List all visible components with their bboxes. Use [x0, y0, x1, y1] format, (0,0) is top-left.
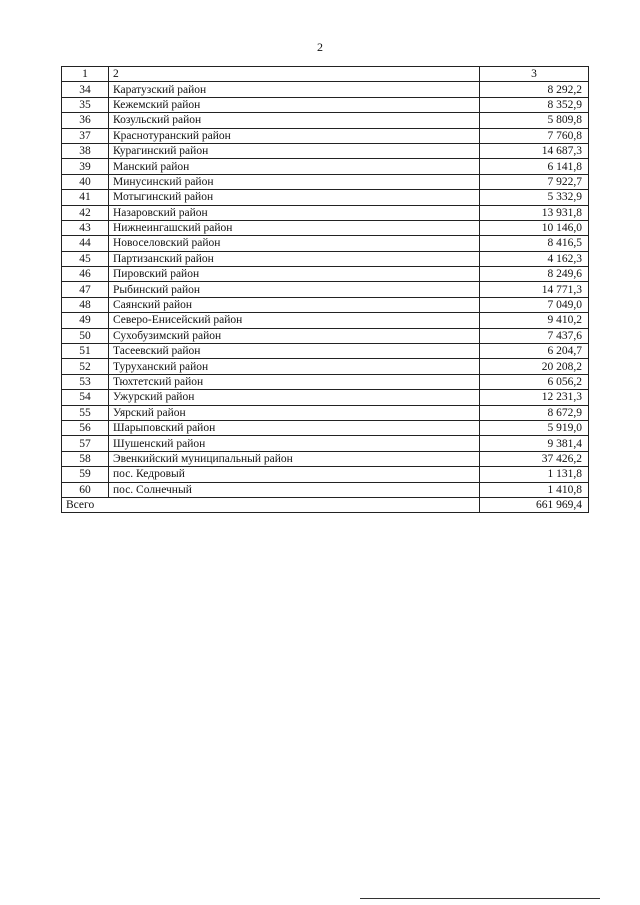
- row-number-cell: 55: [62, 405, 109, 420]
- district-name-cell: Каратузский район: [109, 82, 480, 97]
- amount-cell: 6 141,8: [480, 159, 589, 174]
- district-name-cell: Пировский район: [109, 267, 480, 282]
- amount-cell: 1 410,8: [480, 482, 589, 497]
- table-row: [62, 128, 589, 143]
- table-row: [62, 359, 589, 374]
- row-number-cell: 34: [62, 82, 109, 97]
- table-row: [62, 97, 589, 112]
- amount-cell: 10 146,0: [480, 220, 589, 235]
- table-row: [62, 267, 589, 282]
- amount-cell: 7 922,7: [480, 174, 589, 189]
- table-row: [62, 190, 589, 205]
- table-row: [62, 236, 589, 251]
- table-row: [62, 451, 589, 466]
- row-number-cell: 50: [62, 328, 109, 343]
- row-number-cell: 49: [62, 313, 109, 328]
- district-name-cell: Минусинский район: [109, 174, 480, 189]
- district-name-cell: Козульский район: [109, 113, 480, 128]
- amount-cell: 7 049,0: [480, 297, 589, 312]
- table-footer: [62, 497, 589, 512]
- district-name-cell: Шарыповский район: [109, 420, 480, 435]
- table-row: [62, 251, 589, 266]
- total-value: 661 969,4: [480, 497, 589, 512]
- total-row: [62, 497, 589, 512]
- table-row: [62, 159, 589, 174]
- amount-cell: 5 919,0: [480, 420, 589, 435]
- district-name-cell: Северо-Енисейский район: [109, 313, 480, 328]
- table-row: [62, 390, 589, 405]
- district-name-cell: Тюхтетский район: [109, 374, 480, 389]
- table-row: [62, 282, 589, 297]
- table-row: [62, 436, 589, 451]
- district-name-cell: пос. Солнечный: [109, 482, 480, 497]
- district-name-cell: Шушенский район: [109, 436, 480, 451]
- header-row: [62, 67, 589, 82]
- amount-cell: 8 249,6: [480, 267, 589, 282]
- row-number-cell: 51: [62, 344, 109, 359]
- amount-cell: 1 131,8: [480, 467, 589, 482]
- table-row: [62, 328, 589, 343]
- row-number-cell: 60: [62, 482, 109, 497]
- footer-rule: [360, 898, 600, 899]
- row-number-cell: 36: [62, 113, 109, 128]
- column-header-3: 3: [480, 67, 589, 82]
- district-name-cell: Партизанский район: [109, 251, 480, 266]
- amount-cell: 7 760,8: [480, 128, 589, 143]
- district-name-cell: Сухобузимский район: [109, 328, 480, 343]
- amount-cell: 9 381,4: [480, 436, 589, 451]
- row-number-cell: 58: [62, 451, 109, 466]
- table-row: [62, 405, 589, 420]
- amount-cell: 7 437,6: [480, 328, 589, 343]
- amount-cell: 14 771,3: [480, 282, 589, 297]
- amount-cell: 13 931,8: [480, 205, 589, 220]
- row-number-cell: 40: [62, 174, 109, 189]
- table-row: [62, 143, 589, 158]
- district-name-cell: Мотыгинский район: [109, 190, 480, 205]
- district-name-cell: Нижнеингашский район: [109, 220, 480, 235]
- amount-cell: 14 687,3: [480, 143, 589, 158]
- row-number-cell: 47: [62, 282, 109, 297]
- district-name-cell: Кежемский район: [109, 97, 480, 112]
- table-row: [62, 220, 589, 235]
- row-number-cell: 52: [62, 359, 109, 374]
- row-number-cell: 45: [62, 251, 109, 266]
- district-name-cell: Краснотуранский район: [109, 128, 480, 143]
- table-row: [62, 113, 589, 128]
- row-number-cell: 42: [62, 205, 109, 220]
- amount-cell: 8 352,9: [480, 97, 589, 112]
- total-label: Всего: [62, 497, 480, 512]
- row-number-cell: 54: [62, 390, 109, 405]
- page-number: 2: [317, 40, 323, 54]
- amount-cell: 12 231,3: [480, 390, 589, 405]
- table-row: [62, 205, 589, 220]
- district-name-cell: Уярский район: [109, 405, 480, 420]
- table-row: [62, 374, 589, 389]
- row-number-cell: 37: [62, 128, 109, 143]
- district-name-cell: Курагинский район: [109, 143, 480, 158]
- row-number-cell: 39: [62, 159, 109, 174]
- row-number-cell: 53: [62, 374, 109, 389]
- amount-cell: 8 416,5: [480, 236, 589, 251]
- table-header: [62, 67, 589, 82]
- amount-cell: 5 332,9: [480, 190, 589, 205]
- amount-cell: 6 056,2: [480, 374, 589, 389]
- table-row: [62, 82, 589, 97]
- table-row: [62, 467, 589, 482]
- table-row: [62, 297, 589, 312]
- amount-cell: 5 809,8: [480, 113, 589, 128]
- amount-cell: 9 410,2: [480, 313, 589, 328]
- row-number-cell: 35: [62, 97, 109, 112]
- table-row: [62, 174, 589, 189]
- table-body: [62, 82, 589, 498]
- district-name-cell: Саянский район: [109, 297, 480, 312]
- table-row: [62, 482, 589, 497]
- district-name-cell: Манский район: [109, 159, 480, 174]
- row-number-cell: 57: [62, 436, 109, 451]
- amount-cell: 4 162,3: [480, 251, 589, 266]
- district-name-cell: Новоселовский район: [109, 236, 480, 251]
- row-number-cell: 46: [62, 267, 109, 282]
- district-name-cell: Тасеевский район: [109, 344, 480, 359]
- district-name-cell: Назаровский район: [109, 205, 480, 220]
- column-header-1: 1: [62, 67, 109, 82]
- row-number-cell: 43: [62, 220, 109, 235]
- row-number-cell: 48: [62, 297, 109, 312]
- column-header-2: 2: [109, 67, 480, 82]
- amount-cell: 20 208,2: [480, 359, 589, 374]
- district-name-cell: пос. Кедровый: [109, 467, 480, 482]
- row-number-cell: 44: [62, 236, 109, 251]
- district-name-cell: Рыбинский район: [109, 282, 480, 297]
- amount-cell: 37 426,2: [480, 451, 589, 466]
- row-number-cell: 38: [62, 143, 109, 158]
- amount-cell: 8 672,9: [480, 405, 589, 420]
- table-row: [62, 344, 589, 359]
- amount-cell: 6 204,7: [480, 344, 589, 359]
- allocation-table: [61, 66, 589, 513]
- table-row: [62, 313, 589, 328]
- row-number-cell: 41: [62, 190, 109, 205]
- table-row: [62, 420, 589, 435]
- district-name-cell: Ужурский район: [109, 390, 480, 405]
- row-number-cell: 56: [62, 420, 109, 435]
- district-name-cell: Эвенкийский муниципальный район: [109, 451, 480, 466]
- district-name-cell: Туруханский район: [109, 359, 480, 374]
- amount-cell: 8 292,2: [480, 82, 589, 97]
- row-number-cell: 59: [62, 467, 109, 482]
